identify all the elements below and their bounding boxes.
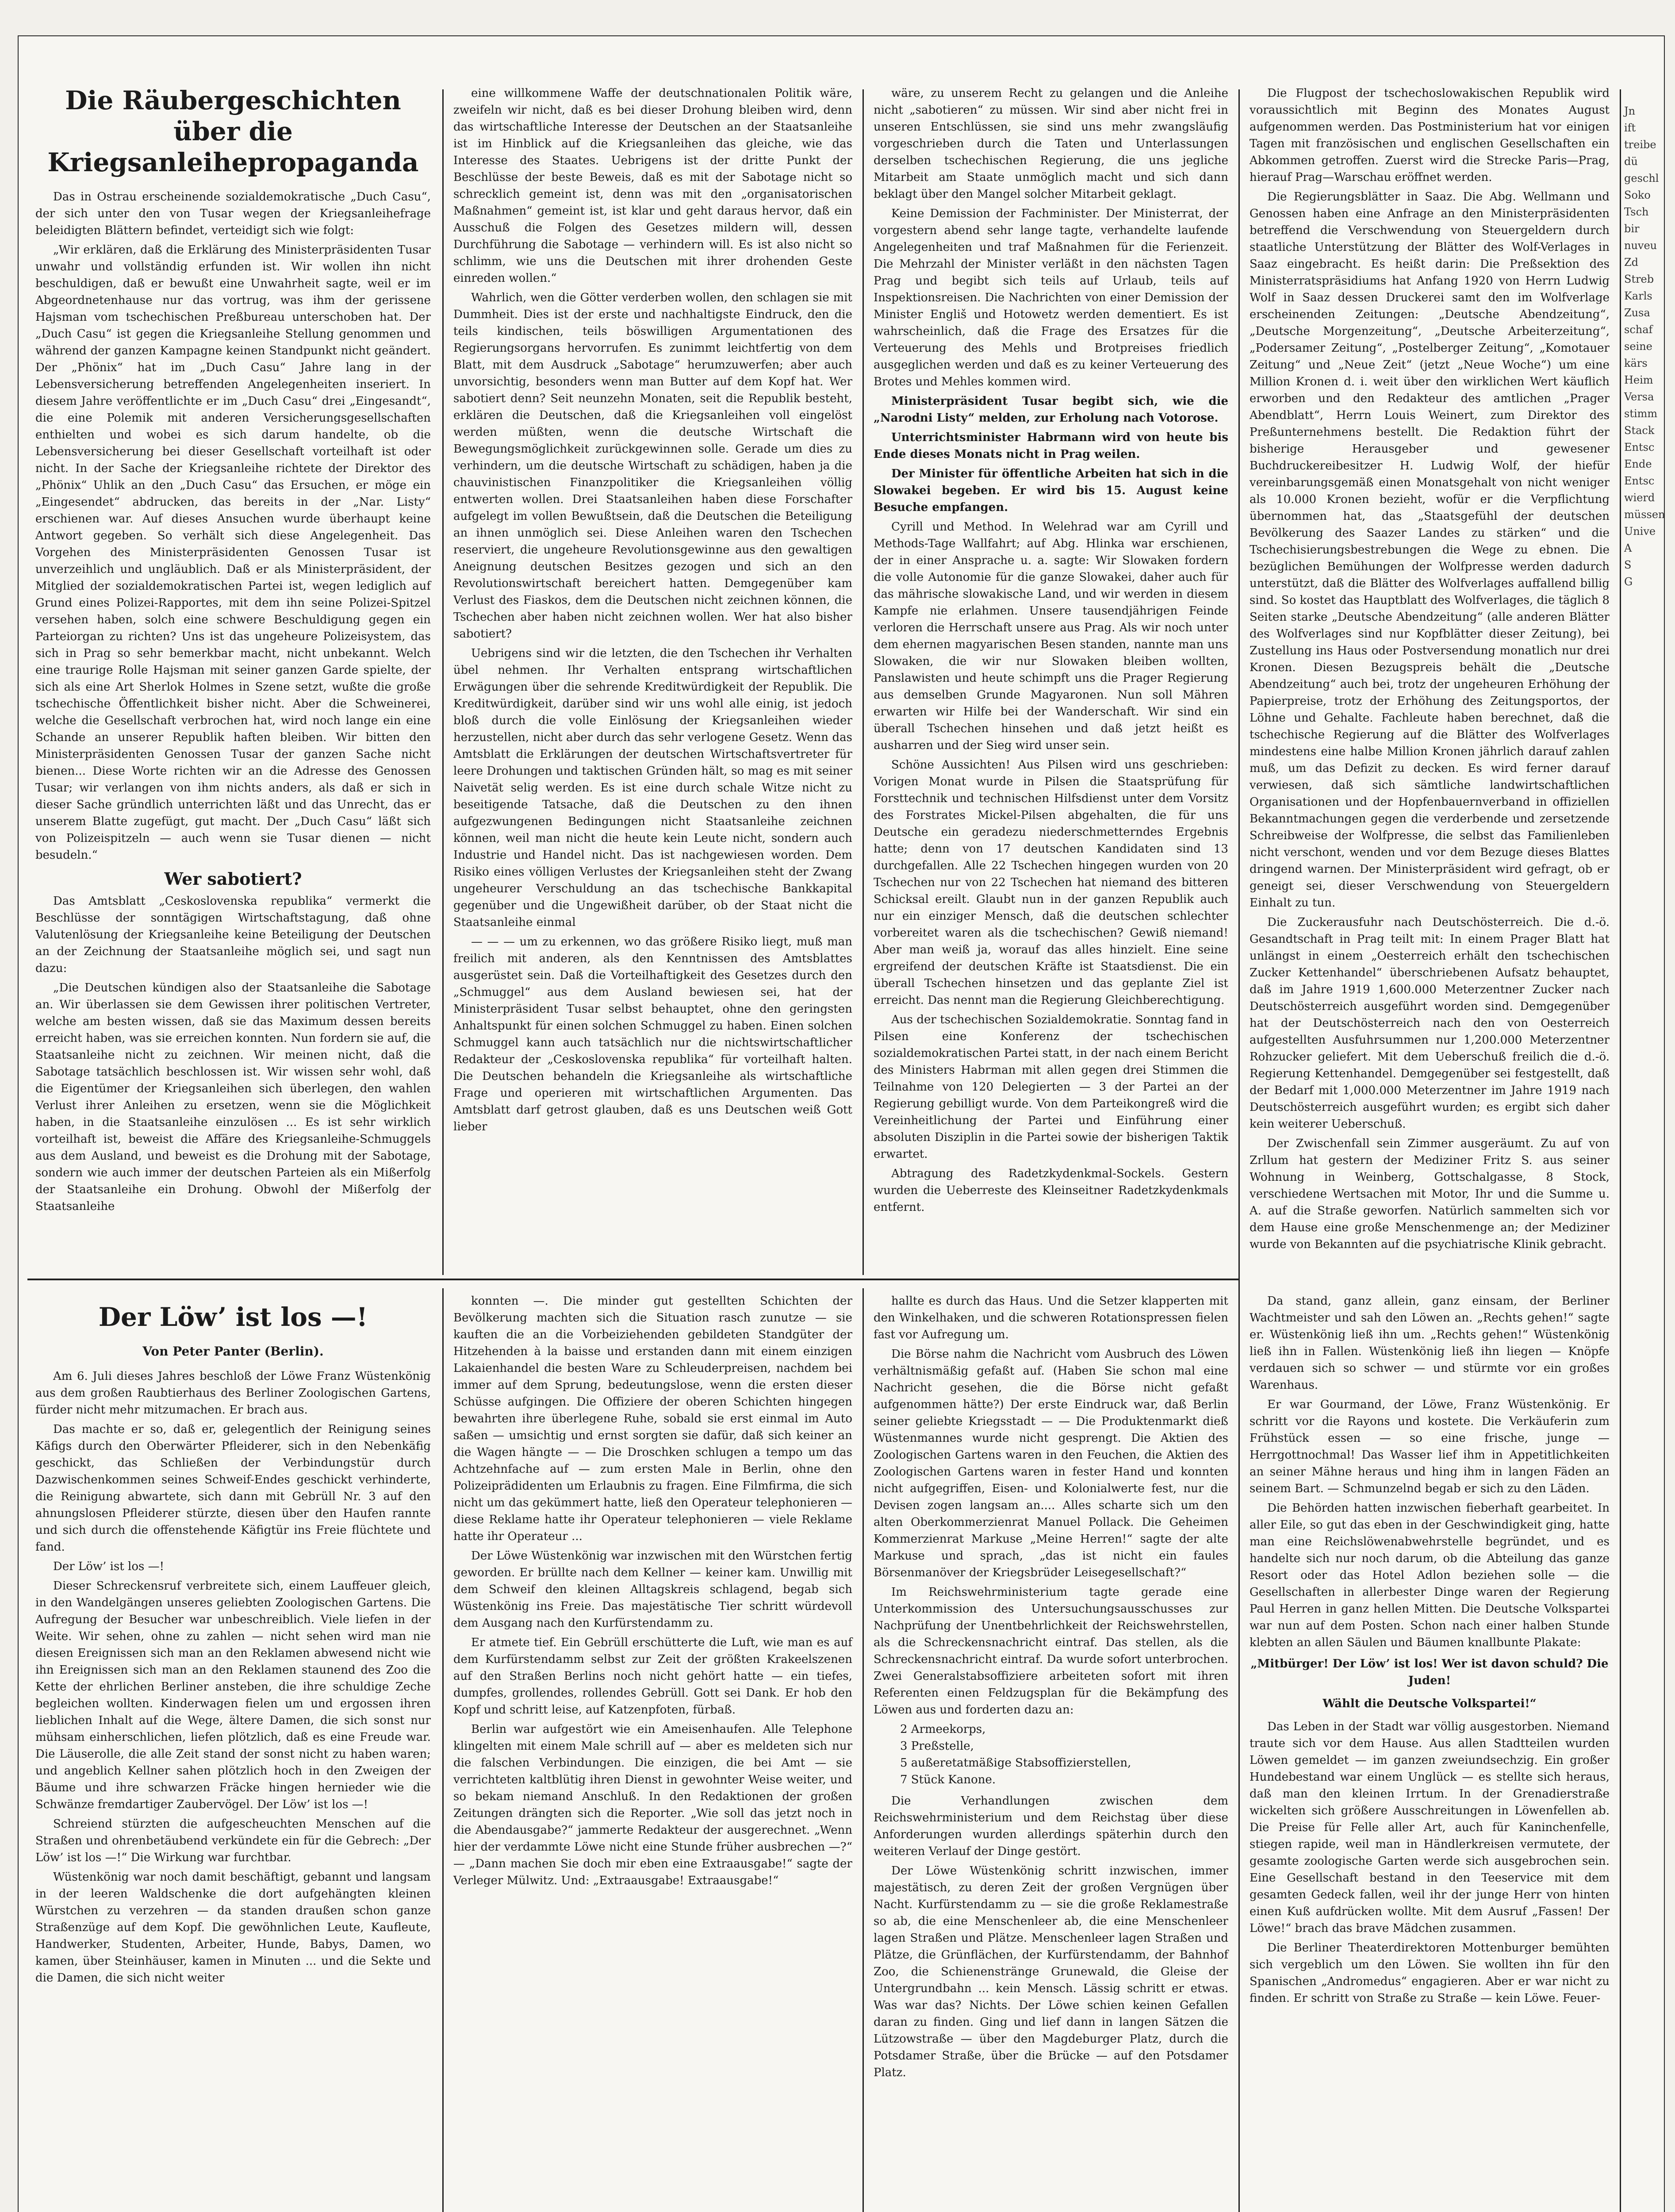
- cropped-fragment: nuveu: [1624, 239, 1657, 252]
- paragraph: Aus der tschechischen Sozialdemokratie. Sonntag fand in Pilsen eine Konferenz der tschechischen sozialdemokratischen Partei statt, in der nach einem Bericht des Ministers Habrman mit allen gegen drei Stimmen die Teilnahme von 120 Delegierten — 3 der Partei an der Regierung gebilligt wurde. Von dem Parteikongreß wird die Vereinheitlichung der Partei und Einführung einer absoluten Disziplin in die Partei sowie der bisherigen Taktik erwartet.: [874, 1013, 1228, 1161]
- cropped-fragment: müssen: [1624, 508, 1665, 521]
- paragraph: Der Löwe Wüstenkönig schritt inzwischen, immer majestätisch, zu deren Zeit der großen Vergnügen über Nacht. Kurfürstendamm zu — sie die große Reklamestraße so ab, die eine Menschenleer ab, die eine Menschenleer lagen Straßen und Plätze. Menschenleer lagen Straßen und Plätze, die Grünflächen, der Kurfürstendamm, der Bahnhof Zoo, die Schienenstränge Grunewald, die Gleise der Untergrundbahn ... kein Mensch. Lässig schritt er etwas. Was war das? Nichts. Der Löwe schien keinen Gefallen daran zu finden. Ging und lief dann in langen Sätzen die Lützowstraße — über den Magdeburger Platz, durch die Potsdamer Straße, über die Brücke — auf den Potsdamer Platz.: [874, 1864, 1228, 2079]
- cropped-fragment: treibe: [1624, 138, 1656, 151]
- cropped-fragment: Heim: [1624, 374, 1653, 386]
- paragraph: Wahrlich, wen die Götter verderben wollen, den schlagen sie mit Dummheit. Dies ist der erste und nachhaltigste Eindruck, den die teils kindischen, teils böswilligen Argumentationen des Regierungsorgans hervorrufen. Es zunimmt leichtfertig von dem Blatt, mit dem Ausdruck „Sabotage“ herumzuwerfen; aber auch unvorsichtig, besonders wenn man Butter auf dem Kopf hat. Wer sabotiert denn? Seit neunzehn Monaten, seit die Republik besteht, erklären die Deutschen, daß die Kriegsanleihen voll eingelöst werden müßten, wenn die deutsche Wirtschaft die Bewegungsmöglichkeit zurückgewinnen solle. Gerade um dies zu verhindern, um die deutsche Wirtschaft zu schädigen, haben ja die chauvinistischen Finanzpolitiker die Kriegsanleihen völlig entwerten wollen. Drei Staatsanleihen haben diese Forschafter aufgelegt im vollen Bewußtsein, daß die Deutschen die Beteiligung an ihnen unmöglich sei. Diese Anleihen waren den Tschechen reserviert, die ungeheure Revolutionsgewinne aus den gewaltigen Aneignung deutschen Besitzes gezogen und sich an den Revolutionswirtschaft bereichert hatten. Demgegenüber kam Verlust des Fiaskos, dem die Deutschen nicht zeichnen können, die Tschechen aber haben nicht zeichnen wollen. Wer hat also bisher sabotiert?: [453, 291, 852, 641]
- cropped-right-column: [1624, 103, 1665, 1076]
- paragraph: Unterrichtsminister Habrmann wird von heute bis Ende dieses Monats nicht in Prag weilen.: [874, 431, 1228, 461]
- column-rule: [862, 89, 864, 1275]
- cropped-fragment: dü: [1624, 155, 1638, 168]
- paragraph: Die Behörden hatten inzwischen fieberhaft gearbeitet. In aller Eile, so gut das eben in der Geschwindigkeit ging, hatte man eine Reichslöwenabwehrstelle begründet, und es handelte sich nur noch darum, ob die Abteilung das ganze Resort oder das Hotel Adlon beziehen solle — die Gesellschaften in allerbester Dinge waren der Regierung Paul Herren in ganz hellen Mitten. Die Deutsche Volkspartei war nun auf dem Posten. Schon nach einer halben Stunde klebten an allen Säulen und Bäumen knallbunte Plakate:: [1250, 1502, 1610, 1649]
- headline-loew-ist-los: Der Löw’ ist los —!: [98, 1302, 368, 1332]
- cropped-fragment: geschl: [1624, 172, 1659, 184]
- byline: Von Peter Panter (Berlin).: [142, 1344, 324, 1359]
- list-item: 2 Armeekorps,: [900, 1723, 986, 1736]
- cropped-fragment: Tsch: [1624, 206, 1649, 218]
- paragraph: Die Flugpost der tschechoslowakischen Republik wird voraussichtlich mit Beginn des Monates August aufgenommen werden. Das Postministerium hat vor einigen Tagen mit französischen und englischen Gesellschaften ein Abkommen getroffen. Zuerst wird die Strecke Paris—Prag, hierauf Prag—Warschau eröffnet werden.: [1250, 87, 1610, 184]
- cropped-fragment: ift: [1624, 122, 1636, 134]
- poster-slogan: „Mitbürger! Der Löw’ ist los! Wer ist davon schuld? Die Juden!: [1250, 1657, 1609, 1687]
- headline-raeubergeschichten: Die Räubergeschichten über die Kriegsanleihepropaganda: [47, 85, 419, 177]
- cropped-fragment: Ende: [1624, 458, 1652, 470]
- list-item: 7 Stück Kanone.: [900, 1773, 996, 1786]
- column-3: [866, 85, 1236, 1271]
- paragraph: Er war Gourmand, der Löwe, Franz Wüstenkönig. Er schritt vor die Rayons und kostete. Die Verkäuferin zum Frühstück essen — so eine frische, junge — Herrgottnochmal! Das Wasser lief ihm in Appetitlichkeiten an seiner Mähne heraus und hing ihm in langen Fäden an seinem Bart. — Schmunzelnd begab er sich zu den Läden.: [1250, 1398, 1610, 1495]
- paragraph: Schöne Aussichten! Aus Pilsen wird uns geschrieben: Vorigen Monat wurde in Pilsen die Staatsprüfung für Forsttechnik und technischen Hilfsdienst unter dem Vorsitz des Forstrates Mickel-Pilsen abgehalten, die für uns Deutsche ein geradezu niederschmetterndes Ergebnis hatte; denn von 17 deutschen Kandidaten sind 13 durchgefallen. Alle 22 Tschechen hingegen wurden von 20 Tschechen nur von 22 Tschechen hat niemand des bitteren Schicksal ereilt. Glaubt nun in der ganzen Republik auch nur ein einziger Mensch, daß die deutschen schlechter vorbereitet waren als die tschechischen? Gewiß niemand! Aber man weiß ja, worauf das alles hinzielt. Eine seine ergreifend der deutschen Kräfte ist Staatsdienst. Die ein überall Tschechen hinsetzen und das geplante Ziel ist erreicht. Das nennt man die Regierung Gleichberechtigung.: [874, 758, 1228, 1007]
- paragraph: Dieser Schreckensruf verbreitete sich, einem Lauffeuer gleich, in den Wandelgängen unseres geliebten Zoologischen Gartens. Die Aufregung der Besucher war unbeschreiblich. Viele liefen in der Weite. Wir sehen, ohne zu zahlen — nicht sehen wird man nie diesen Ereignissen sich man an den Reklamen abwesend nicht wie ihn Ereignissen sich man an den Reklamen staunend des Zoo die Kette der ehrlichen Berliner ansteben, die ihre schuldige Zeche begleichen wollten. Kinderwagen fielen um und ergossen ihren lieblichen Inhalt auf die Wege, ältere Damen, die sich sonst nur mühsam einherschlichen, liefen plötzlich, daß es eine Freude war. Die Läuserolle, die alle Zeit stand der sonst nicht zu haben waren; und angeblich Kellner sahen plötzlich hoch in den Zweigen der Bäume und ihre schwarzen Fräcke hingen hernieder wie die Schwänze fremdartiger Zaubervögel. Der Löw’ ist los —!: [35, 1579, 431, 1811]
- paragraph: Berlin war aufgestört wie ein Ameisenhaufen. Alle Telephone klingelten mit einem Male schrill auf — aber es meldeten sich nur die falschen Verbindungen. Die einzigen, die bei Amt — sie verrichteten kaltblütig ihren Dienst in gewohnter Weise weiter, und so bekam niemand Anschluß. In den Redaktionen der großen Zeitungen drängten sich die Reporter. „Wie soll das jetzt noch in die Abendausgabe?“ jammerte Redakteur der ausgerechnet. „Wenn hier der verdammte Löwe nicht eine Stunde früher ausbrechen —?“ — „Dann machen Sie doch mir eben eine Extraausgabe!“ sagte der Verleger Mülwitz. Und: „Extraausgabe! Extraausgabe!“: [453, 1723, 852, 1887]
- cropped-fragment: S: [1624, 559, 1632, 571]
- column-rule: [1620, 89, 1621, 2212]
- paragraph: Der Löw’ ist los —!: [53, 1560, 165, 1573]
- cropped-fragment: wierd: [1624, 492, 1655, 504]
- paragraph: Die Zuckerausfuhr nach Deutschösterreich. Die d.-ö. Gesandtschaft in Prag teilt mit: In einem Prager Blatt hat unlängst in einem „Oesterreich erhält den tschechischen Zucker Kettenhandel“ überschriebenen Aufsatz behauptet, daß im Jahre 1919 1,600.000 Meterzentner Zucker nach Deutschösterreich ausgeführt worden sind. Demgegenüber hat der Deutschösterreich nach den von Oesterreich aufgestellten Ausfuhrsummen nur 1,200.000 Meterzentner Rohzucker geliefert. Mit dem Ueberschuß freilich die d.-ö. Regierung Kettenhandel. Demgegenüber sei festgestellt, daß der Bedarf mit 1,000.000 Meterzentner im Jahre 1919 nach Deutschösterreich ausgeführt wurden; es ergibt sich daher kein weiterer Ueberschuß.: [1250, 916, 1610, 1131]
- paragraph: Der Zwischenfall sein Zimmer ausgeräumt. Zu auf von Zrllum hat gestern der Mediziner Fritz S. aus seiner Wohnung in Weinberg, Gottschalgasse, 8 Stock, verschiedene Wertsachen mit Motor, Ihr und die Summe u. A. auf die Straße geworfen. Natürlich sammelten sich vor dem Hause eine große Menschenmenge an; der Mediziner wurde von Bekannten auf die psychiatrische Klinik gebracht.: [1250, 1137, 1610, 1251]
- column-2: [445, 85, 860, 1271]
- column-4: [1242, 85, 1618, 1271]
- cropped-fragment: Unive: [1624, 525, 1656, 538]
- paragraph: Ministerpräsident Tusar begibt sich, wie die „Narodni Listy“ melden, zur Erholung nach Votorose.: [874, 395, 1228, 425]
- paragraph: Die Verhandlungen zwischen dem Reichswehrministerium und dem Reichstag über diese Anforderungen wurden allerdings späterhin durch den weiteren Verlauf der Dinge gestört.: [874, 1794, 1228, 1858]
- section-rule: [27, 1279, 1239, 1280]
- column-rule: [442, 89, 444, 1275]
- feuilleton-column-3: [866, 1293, 1236, 2212]
- cropped-fragment: stimm: [1624, 407, 1658, 420]
- paragraph: konnten —. Die minder gut gestellten Schichten der Bevölkerung machten sich die Situation rasch zunutze — sie kauften die an die Vorbeiziehenden gebildeten Standgüter der Hitzehenden à la baisse und erstanden dann mit einem einzigen Lakaienhandel die besten Ware zu Schleuderpreisen, nachdem bei immer auf dem Sprung, bedeutungslose, wenn die ersten dieser Schüsse aufgingen. Die Offiziere der oberen Schichten hingegen bewahrten ihre überlegene Ruhe, sobald sie erst einmal im Auto saßen — umsichtig und ernst sorgten sie dafür, daß sich keiner an die Wagen hängte — — Die Droschken schlugen a tempo um das Achtzehnfache auf — zum ersten Male in Berlin, ohne den Polizeiprädidenten um Erlaubnis zu fragen. Eine Filmfirma, die sich nicht um das gekümmert hatte, ließ den Operateur telephonieren — diese Reklame hatte ihr Operateur telephonieren — viele Reklame hatte ihr Operateur ...: [453, 1294, 852, 1543]
- paragraph: wäre, zu unserem Recht zu gelangen und die Anleihe nicht „sabotieren“ zu müssen. Wir sind aber nicht frei in unseren Entschlüssen, sie sind uns mehr zwangsläufig vorgeschrieben durch die Taten und Unterlassungen derselben tschechischen Regierung, die uns jegliche Mitarbeit am Staate unmöglich macht und sich dann beklagt über den Mangel solcher Mitarbeit geklagt.: [874, 87, 1228, 201]
- paragraph: eine willkommene Waffe der deutschnationalen Politik wäre, zweifeln wir nicht, daß es bei dieser Drohung bleiben wird, denn das wirtschaftliche Interesse der Deutschen an der Staatsanleihe ist im Hinblick auf die Kriegsanleihen das gleiche, wie das Interesse des Staates. Uebrigens ist der dritte Punkt der Beschlüsse der beste Beweis, daß es mit der Sabotage nicht so schrecklich gemeint ist, denn was mit den „organisatorischen Maßnahmen“ gemeint ist, ist klar und geht daraus hervor, daß ein Ausschuß die Folgen des Gesetzes mildern will, dessen Durchführung die Sabotage — verhindern will. Es ist also nicht so schlimm, wie uns die Deutschen mit ihrer drohenden Geste einreden wollen.“: [453, 87, 852, 285]
- column-rule: [862, 1288, 864, 2212]
- column-rule: [442, 1288, 444, 2212]
- requirements-list: [900, 1721, 1228, 1788]
- paragraph: Das in Ostrau erscheinende sozialdemokratische „Duch Casu“, der sich unter den von Tusar wegen der Kriegsanleihefrage beleidigten Blättern befindet, verteidigt sich wie folgt:: [35, 190, 431, 237]
- paragraph: Am 6. Juli dieses Jahres beschloß der Löwe Franz Wüstenkönig aus dem großen Raubtierhaus des Berliner Zoologischen Gartens, fürder nicht mehr mitzumachen. Er brach aus.: [35, 1370, 431, 1417]
- paragraph: Der Minister für öffentliche Arbeiten hat sich in die Slowakei begeben. Er wird bis 15. August keine Besuche empfangen.: [874, 467, 1228, 514]
- feuilleton-column-2: [445, 1293, 860, 2212]
- paragraph: Die Berliner Theaterdirektoren Mottenburger bemühten sich vergeblich um den Löwen. Sie wollten ihn für den Spanischen „Andromedus“ engagieren. Aber er war nicht zu finden. Er schritt von Straße zu Straße — kein Löwe. Feuer-: [1250, 1941, 1610, 2005]
- newspaper-page: [18, 35, 1665, 2212]
- paragraph: Im Reichswehrministerium tagte gerade eine Unterkommission des Untersuchungsausschusses zur Nachprüfung der Unentbehrlichkeit der Reichswehrstellen, als die Schreckensnachricht eintraf. Das stellen, als die Schreckensnachricht eintraf. Da wurde sofort unterbrochen. Zwei Generalstabsoffiziere arbeiteten sofort mit ihren Referenten einen Feldzugsplan für die Bekämpfung des Löwen aus und forderten dazu an:: [874, 1586, 1228, 1717]
- paragraph: Die Börse nahm die Nachricht vom Ausbruch des Löwen verhältnismäßig gefaßt auf. (Haben Sie schon mal eine Nachricht gesehen, die die Börse nicht gefaßt aufgenommen hätte?) Der erste Eindruck war, daß Berlin seiner geliebte Kriegsstadt — — Die Produktenmarkt dieß Wüstenmannes wurde nicht gesprengt. Die Aktien des Zoologischen Gartens waren in den Feuchen, die Aktien des Zoologischen Gartens waren in fester Hand und konnten nicht aufgegriffen, Eisen- und Kolonialwerte fest, nur die Devisen zogen langsam an.... Alles scharte sich um den alten Oberkommerzienrat Manuel Pollack. Die Geheimen Kommerzienrat Markuse „Meine Herren!“ sagte der alte Markuse und sprach, „das ist nicht ein faules Börsenmanöver der Kriegsbrüder Leisegesellschaft?“: [874, 1348, 1228, 1579]
- paragraph: hallte es durch das Haus. Und die Setzer klapperten mit den Winkelhaken, und die schweren Rotationspressen fielen fast vor Aufregung um.: [874, 1294, 1228, 1341]
- cropped-fragment: Entsc: [1624, 441, 1655, 453]
- paragraph: Cyrill und Method. In Welehrad war am Cyrill und Methods-Tage Wallfahrt; auf Abg. Hlinka war erschienen, der in einer Ansprache u. a. sagte: Wir Slowaken fordern die volle Autonomie für die ganze Slowakei, daher auch für das mährische slowakische Land, und wir werden in diesem Kampfe nie erlahmen. Unsere tausendjährigen Feinde verloren die Herrschaft unsere aus Prag. Als wir noch unter dem ehernen magyarischen Besen standen, nannte man uns Slowaken, die wir nur Slowaken bleiben wollten, Panslawisten und heute schimpft uns die Prager Regierung aus demselben Grunde Magyaronen. Nun soll Mähren erwarten wir Hilfe bei der Wanderschaft. Wir sind ein überall Tschechen hinsehen und daß jetzt heißt es ausharren und der Sieg wird unser sein.: [874, 520, 1228, 752]
- cropped-fragment: schaf: [1624, 323, 1653, 336]
- paragraph: — — — um zu erkennen, wo das größere Risiko liegt, muß man freilich mit anderen, als den Kenntnissen des Amtsblattes ausgerüstet sein. Daß die Vorteilhaftigkeit des Gesetzes durch den „Schmuggel“ aus dem Ausland bewiesen sei, hat der Ministerpräsident Tusar selbst behauptet, ohne den geringsten Anhaltspunkt für einen solchen Schmuggel zu haben. Einen solchen Schmuggel kann auch tatsächlich nur die nichtswirtschaftlicher Redakteur der „Ceskoslovenska republika“ für vorteilhaft halten. Die Deutschen behandeln die Kriegsanleihe als wirtschaftliche Frage und operieren mit wirtschaftlichen Argumenten. Das Amtsblatt darf getrost glauben, daß es uns Deutschen weiß Gott lieber: [453, 935, 852, 1133]
- poster-slogan: Wählt die Deutsche Volkspartei!“: [1322, 1697, 1537, 1710]
- cropped-fragment: Stack: [1624, 424, 1655, 437]
- paragraph: „Wir erklären, daß die Erklärung des Ministerpräsidenten Tusar unwahr und vollständig erfunden ist. Wir wollen ihn nicht beschuldigen, daß er bewußt eine Unwahrheit sagte, weil er im Abgeordnetenhause nur das vortrug, was ihm der gerissene Hajsman vom tschechischen Preßbureau unterschoben hat. Der „Duch Casu“ ist gegen die Kriegsanleihe Stellung genommen und während der ganzen Kampagne keinen Standpunkt nicht geändert. Der „Phönix“ hat im „Duch Casu“ Jahre lang in der Lebensversicherung betreffenden Angelegenheiten inseriert. In diesem Jahre veröffentlichte er im „Duch Casu“ drei „Eingesandt“, die eine Polemik mit anderen Versicherungsgesellschaften enthielten und wobei es sich darum handelte, ob die Lebensversicherung bei dieser Gesellschaft vorteilhaft ist oder nicht. In der Sache der Kriegsanleihe richtete der Direktor des „Phönix“ Uhlik an den „Duch Casu“ das Ersuchen, er möge ein „Eingesendet“ abdrucken, das bereits in der „Nar. Listy“ erschienen war. Auf dieses Ansuchen wurde überhaupt keine Antwort gegeben. So verhält sich diese Angelegenheit. Das Vorgehen des Ministerpräsidenten Genossen Tusar ist unverzeihlich und ungläublich. Daß er als Ministerpräsident, der Mitglied der sozialdemokratischen Partei ist, wegen lediglich auf Grund eines Polizei-Rapportes, mit dem ihn seine Polizei-Spitzel versehen haben, solch eine schwere Beschuldigung gegen ein Parteiorgan zu richten? Uns ist das ungeheure Polizeisystem, das sich in Prag so sehr bemerkbar macht, nicht unbekannt. Welch eine traurige Rolle Hajsman mit seiner ganzen Garde spielte, der sich als eine Art Sherlok Holmes in Szene setzt, wußte die große tschechische Öffentlichkeit bisher nicht. Aber die Schweinerei, welche die Gesellschaft verbrochen hat, wird noch lange ein eine Schande an unserer Republik haften bleiben. Wir bitten den Ministerpräsidenten Genossen Tusar der ganzen Sache nicht bienen... Diese Worte richten wir an die Adresse des Genossen Tusar; wir verlangen von ihm nichts anders, als daß er sich in dieser Sache gründlich unterrichten läßt und das Unrecht, das er unserem Blatte zugefügt, gut macht. Der „Duch Casu“ läßt sich von Polizeispitzeln — auch wenn sie Tusar dienen — nicht besudeln.“: [35, 243, 431, 862]
- cropped-fragment: Zd: [1624, 256, 1639, 269]
- headline-wer-sabotiert: Wer sabotiert?: [164, 869, 302, 889]
- paragraph: Schreiend stürzten die aufgescheuchten Menschen auf die Straßen und ohrenbetäubend verkündete ein für die Gebrech: „Der Löw’ ist los —!“ Die Wirkung war furchtbar.: [35, 1817, 431, 1864]
- cropped-fragment: Jn: [1624, 105, 1636, 117]
- paragraph: Das Leben in der Stadt war völlig ausgestorben. Niemand traute sich vor dem Hause. Aus allen Stadtteilen wurden Löwen gemeldet — im ganzen zweiundsechzig. Ein großer Hundebestand war einem Unglück — es stellte sich heraus, daß man den kleinen Irrtum. In der Grenadierstraße wickelten sich größere Ausschreitungen in Löwenfellen ab. Die Preise für Felle aller Art, auch für Kaninchenfelle, stiegen rapide, weil man in Händlerkreisen vermutete, der gesamte zoologische Garten werde sich ausgebrochen sein. Eine Gesellschaft bestand in den Teeservice mit dem gesamten Gedeck fallen, weil ihr der junge Herr von hinten einen Kuß aufdrücken wollte. Mit dem Ausruf „Fassen! Der Löwe!“ brach das brave Mädchen zusammen.: [1250, 1720, 1610, 1935]
- cropped-fragment: Streb: [1624, 273, 1654, 285]
- cropped-fragment: bir: [1624, 223, 1640, 235]
- paragraph: Uebrigens sind wir die letzten, die den Tschechen ihr Verhalten übel nehmen. Ihr Verhalten entsprang wirtschaftlichen Erwägungen über die sehrende Kreditwürdigkeit der Republik. Die Kreditwürdigkeit, darüber sind wir uns wohl alle einig, ist jedoch bloß durch die volle Einlösung der Kriegsanleihen wieder herzustellen, nicht aber durch das sehr verlogene Gesetz. Wenn das Amtsblatt die Erklärungen der deutschen Wirtschaftsvertreter für leere Drohungen und taktischen Gründen hält, so mag es mit seiner Naivetät selig werden. Es ist eine durch schale Witze nicht zu beseitigende Tatsache, daß die Deutschen zu den ihnen aufgezwungenen Bedingungen nicht Staatsanleihe zeichnen können, weil man nicht die heute kein Leute nicht, sondern auch Industrie und Handel nicht. Das ist nachgewiesen worden. Dem Risiko eines völligen Verlustes der Kriegsanleihen steht der Zwang ungeheurer Verschuldung an das tschechische Bankkapital gegenüber und die Ungewißheit darüber, ob der Staat nicht die Staatsanleihe einmal: [453, 647, 852, 929]
- column-rule: [1238, 89, 1240, 2212]
- feuilleton-column-4: [1242, 1293, 1618, 2212]
- list-item: 3 Preßstelle,: [900, 1740, 974, 1753]
- paragraph: Keine Demission der Fachminister. Der Ministerrat, der vorgestern abend sehr lange tagte, verhandelte laufende Angelegenheiten und traf Maßnahmen für die Ferienzeit. Die Mehrzahl der Minister verläßt in den nächsten Tagen Prag und begibt sich teils auf Urlaub, teils auf Inspektionsreisen. Die Nachrichten von einer Demission der Minister Engliš und Hotowetz werden dementiert. Es ist wahrscheinlich, daß die Frage des Ersatzes für die Verteuerung des Mehls und Brotpreises friedlich ausgeglichen werden und daß es zu keiner Verteuerung des Brotes und Mehles kommen wird.: [874, 207, 1228, 388]
- cropped-fragment: Karls: [1624, 290, 1652, 302]
- cropped-fragment: Zusa: [1624, 307, 1650, 319]
- paragraph: Er atmete tief. Ein Gebrüll erschütterte die Luft, wie man es auf dem Kurfürstendamm selbst zur Zeit der größten Krakeelszenen auf den Straßen Berlins noch nicht gehört hatte — ein tiefes, dumpfes, grollendes, rollendes Gebrüll. Gott sei Dank. Er hob den Kopf und schritt leise, auf Katzenpfoten, fürbaß.: [453, 1636, 852, 1717]
- paragraph: Wüstenkönig war noch damit beschäftigt, gebannt und langsam in der leeren Waldschenke die dort aufgehängten kleinen Würstchen zu verzehren — da standen draußen schon ganze Straßenzüge auf dem Kopf. Die gewöhnlichen Leute, Kaufleute, Handwerker, Studenten, Arbeiter, Hunde, Babys, Damen, wo kamen, über Steinhäuser, kamen in Minuten ... und die Sekte und die Damen, die sich nicht weiter: [35, 1870, 431, 1985]
- cropped-fragment: Entsc: [1624, 475, 1655, 487]
- cropped-fragment: Soko: [1624, 189, 1651, 201]
- paragraph: Das Amtsblatt „Ceskoslovenska republika“ vermerkt die Beschlüsse der sonntägigen Wirtschaftstagung, daß ohne Valutenlösung der Kriegsanleihe keine Beteiligung der Deutschen an der Zeichnung der Staatsanleihe möglich sei, und sagt nun dazu:: [35, 895, 431, 975]
- column-1: [27, 76, 439, 1271]
- paragraph: Der Löwe Wüstenkönig war inzwischen mit den Würstchen fertig geworden. Er brüllte nach dem Kellner — keiner kam. Unwillig mit dem Schweif den kleinen Alltagskreis schlagend, begab sich Wüstenkönig ins Freie. Das majestätische Tier schritt würdevoll dem Ausgang nach den Kurfürstendamm zu.: [453, 1549, 852, 1630]
- cropped-fragment: A: [1624, 542, 1632, 554]
- paragraph: Da stand, ganz allein, ganz einsam, der Berliner Wachtmeister und sah den Löwen an. „Rechts gehen!“ sagte er. Wüstenkönig ließ ihn um. „Rechts gehen!“ Wüstenkönig ließ ihn in Fallen. Wüstenkönig ließ ihn liegen — Knöpfe verdauen sich so schwer — und stürmte vor ein großes Warenhaus.: [1250, 1294, 1610, 1392]
- paragraph: Das machte er so, daß er, gelegentlich der Reinigung seines Käfigs durch den Oberwärter Pfleiderer, sich in den Nebenkäfig geschickt, das Schließen der Verbindungstür durch Dazwischenkommen seines Schweif-Endes geschickt verhinderte, die Reinigung abwartete, sich dann mit Gebrüll Nr. 3 auf den ahnungslosen Pfleiderer stürzte, diesen über den Haufen rannte und sich durch die offenstehende Käfigtür ins Freie flüchtete und fand.: [35, 1423, 431, 1554]
- paragraph: Abtragung des Radetzkydenkmal-Sockels. Gestern wurden die Ueberreste des Kleinseitner Radetzkydenkmals entfernt.: [874, 1167, 1228, 1214]
- cropped-fragment: Versa: [1624, 391, 1654, 403]
- list-item: 5 außeretatmäßige Stabsoffizierstellen,: [900, 1756, 1131, 1770]
- paragraph: Die Regierungsblätter in Saaz. Die Abg. Wellmann und Genossen haben eine Anfrage an den Ministerpräsidenten betreffend die Verschwendung von Steuergeldern durch staatliche Unterstützung der Blätter des Wolf-Verlages in Saaz eingebracht. Es heißt darin: Die Preßsektion des Ministerratspräsidiums hat Anfang 1920 von Herrn Ludwig Wolf in Saaz dessen Druckerei samt den im Wolfverlage erscheinenden Zeitungen: „Deutsche Abendzeitung“, „Deutsche Morgenzeitung“, „Deutsche Arbeiterzeitung“, „Podersamer Zeitung“, „Postelberger Zeitung“, „Komotauer Zeitung“ und „Neue Zeit“ (jetzt „Neue Woche“) um eine Million Kronen d. i. weit über den wirklichen Wert käuflich erworben und den Redakteur des amtlichen „Prager Abendblatt“, Herrn Louis Weinert, zum Direktor des Preßunternehmens bestellt. Die Redaktion führt der bisherige Herausgeber und gewesener Buchdruckereibesitzer H. Ludwig Wolf, der hiefür vereinbarungsgemäß einen Monatsgehalt von nicht weniger als 10.000 Kronen bezieht, wofür er die Verpflichtung übernommen hat, das „Staatsgefühl der deutschen Bevölkerung des Saazer Landes zu stärken“ und die Tschechisierungsbestrebungen die Wege zu ebnen. Die bezüglichen Bemühungen der Wolfpresse werden dadurch unterstützt, daß die Blätter des Wolfverlages auffallend billig sind. So kostet das Hauptblatt des Wolfverlages, die täglich 8 Seiten starke „Deutsche Abendzeitung“ (alle anderen Blätter des Wolfverlages sind nur Kopfblätter dieser Zeitung), bei Zustellung ins Haus oder Postversendung monatlich nur drei Kronen. Diesen Bezugspreis behält die „Deutsche Abendzeitung“ auch bei, trotz der ungeheuren Erhöhung der Papierpreise, trotz der Erhöhung des Zeitungsportos, der Löhne und Gehalte. Fachleute haben berechnet, daß die tschechische Regierung auf die Blätter des Wolfverlages mindestens eine halbe Million Kronen jährlich darauf zahlen muß, um das Defizit zu decken. Es wird ferner darauf verwiesen, daß sich sämtliche landwirtschaftlichen Organisationen und der Hopfenbauernverband in offiziellen Bekanntmachungen gegen die verderbende und zersetzende Schreibweise der Wolfpresse, die selbst das Familienleben nicht verschont, wenden und vor dem Bezuge dieses Blattes dringend warnen. Der Ministerpräsident wird gefragt, ob er geneigt sei, dieser Verschwendung von Steuergeldern Einhalt zu tun.: [1250, 190, 1610, 910]
- cropped-fragment: G: [1624, 576, 1633, 588]
- paragraph: „Die Deutschen kündigen also der Staatsanleihe die Sabotage an. Wir überlassen sie dem Gewissen ihrer politischen Vertreter, welche am besten wissen, daß sie das Maximum dessen bereits erreicht haben, was sie erreichen konnten. Nun fordern sie auf, die Staatsanleihe nicht zu zeichnen. Wir meinen nicht, daß die Sabotage tatsächlich beschlossen ist. Wir wissen sehr wohl, daß die Eigentümer der Kriegsanleihen sich überlegen, den wahlen Verlust ihrer Anleihen zu ersetzen, wenn sie die Möglichkeit haben, in die Staatsanleihe einzulösen ... Es ist sehr wirklich vorteilhaft ist, beweist die Affäre des Kriegsanleihe-Schmuggels aus dem Ausland, und beweist es die Drohung mit der Sabotage, sondern wie auch immer der deutschen Parteien als ein Mißerfolg der Staatsanleihe ein Drohung. Obwohl der Mißerfolg der Staatsanleihe: [35, 981, 431, 1213]
- cropped-fragment: seine: [1624, 340, 1652, 353]
- feuilleton-column-1: [27, 1293, 439, 2212]
- cropped-fragment: kärs: [1624, 357, 1648, 369]
